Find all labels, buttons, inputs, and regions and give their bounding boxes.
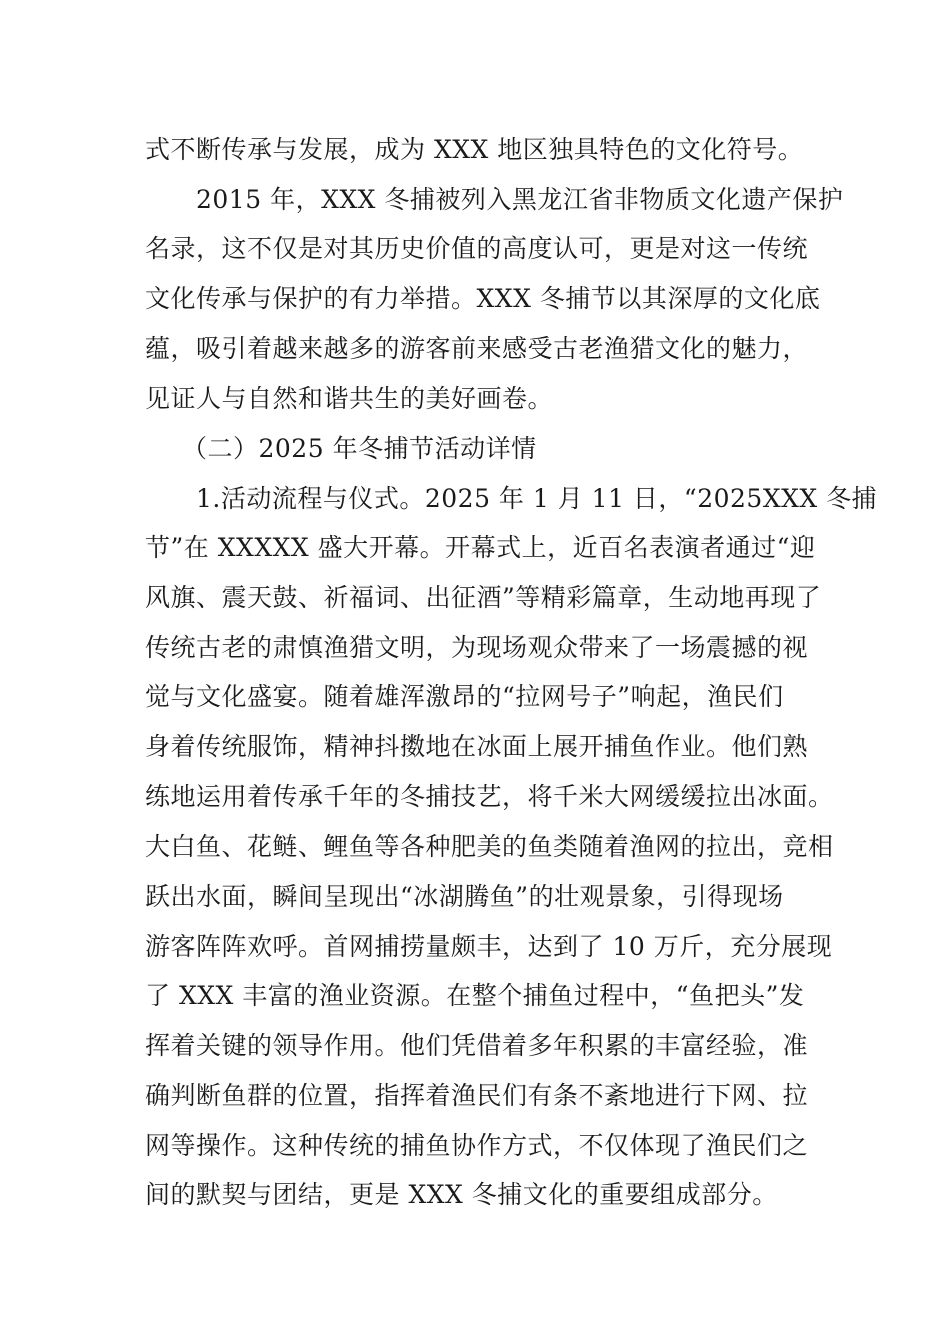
text-line: 见证人与自然和谐共生的美好画卷。 — [145, 384, 554, 413]
text-line: 风旗、震天鼓、祈福词、出征酒”等精彩篇章，生动地再现了 — [145, 583, 822, 612]
text-line: 大白鱼、花鲢、鲤鱼等各种肥美的鱼类随着渔网的拉出，竞相 — [145, 832, 834, 861]
text-line: 身着传统服饰，精神抖擞地在冰面上展开捕鱼作业。他们熟 — [145, 732, 809, 761]
text-line: 了 XXX 丰富的渔业资源。在整个捕鱼过程中，“鱼把头”发 — [145, 981, 805, 1010]
text-line: 蕴，吸引着越来越多的游客前来感受古老渔猎文化的魅力， — [145, 334, 809, 363]
text-line: 文化传承与保护的有力举措。XXX 冬捕节以其深厚的文化底 — [145, 284, 821, 313]
text-line: 游客阵阵欢呼。首网捕捞量颇丰，达到了 10 万斤，充分展现 — [145, 932, 833, 961]
text-line: 挥着关键的领导作用。他们凭借着多年积累的丰富经验，准 — [145, 1031, 809, 1060]
text-line: 式不断传承与发展，成为 XXX 地区独具特色的文化符号。 — [145, 135, 804, 164]
text-line: 跃出水面，瞬间呈现出“冰湖腾鱼”的壮观景象，引得现场 — [145, 882, 784, 911]
text-line: 间的默契与团结，更是 XXX 冬捕文化的重要组成部分。 — [145, 1180, 778, 1209]
text-line: 节”在 XXXXX 盛大开幕。开幕式上，近百名表演者通过“迎 — [145, 533, 816, 562]
text-line: 觉与文化盛宴。随着雄浑激昂的“拉网号子”响起，渔民们 — [145, 682, 784, 711]
paragraph-first-line: 1.活动流程与仪式。2025 年 1 月 11 日，“2025XXX 冬捕 — [196, 484, 878, 513]
text-line: 确判断鱼群的位置，指挥着渔民们有条不紊地进行下网、拉 — [145, 1081, 809, 1110]
section-heading: （二）2025 年冬捕节活动详情 — [182, 434, 537, 463]
text-line: 传统古老的肃慎渔猎文明，为现场观众带来了一场震撼的视 — [145, 633, 809, 662]
text-line: 名录，这不仅是对其历史价值的高度认可，更是对这一传统 — [145, 234, 809, 263]
text-line: 网等操作。这种传统的捕鱼协作方式，不仅体现了渔民们之 — [145, 1131, 809, 1160]
text-line: 练地运用着传承千年的冬捕技艺，将千米大网缓缓拉出冰面。 — [145, 782, 834, 811]
paragraph-first-line: 2015 年，XXX 冬捕被列入黑龙江省非物质文化遗产保护 — [196, 185, 844, 214]
